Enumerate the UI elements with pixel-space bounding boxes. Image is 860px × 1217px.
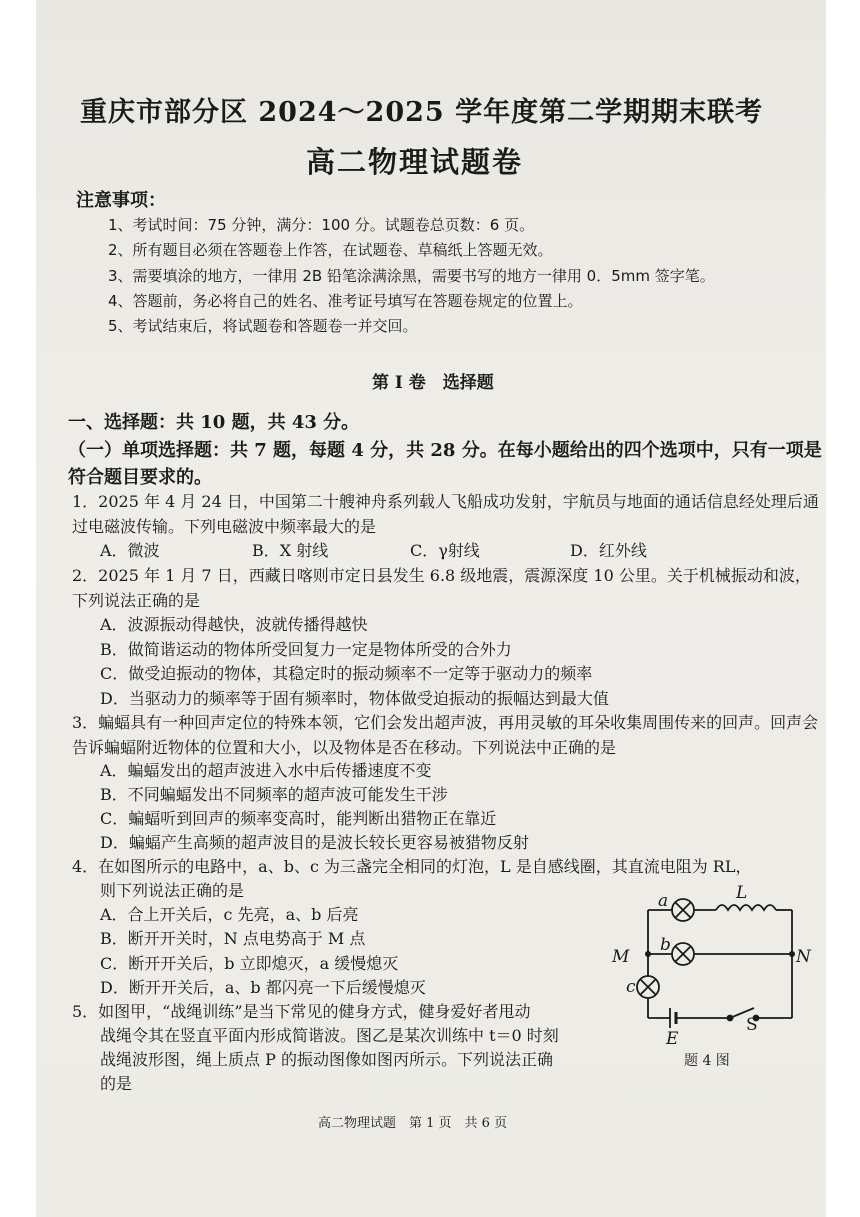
label-m: M — [612, 947, 630, 967]
notice-item: 5、考试结束后，将试题卷和答题卷一并交回。 — [108, 317, 418, 335]
question-2-stem: 2．2025 年 1 月 7 日，西藏日喀则市定日县发生 6.8 级地震，震源深度 10 公里。关于机械振动和波，下列说法正确的是 — [72, 566, 811, 610]
question-2-option-d: D．当驱动力的频率等于固有频率时，物体做受迫振动的振幅达到最大值 — [100, 689, 609, 708]
label-a: a — [658, 891, 669, 911]
node-n-dot — [789, 951, 795, 957]
exam-title: 重庆市部分区 2024～2025 学年度第二学期期末联考 — [80, 97, 764, 128]
question-2-option-a: A．波源振动得越快，波就传播得越快 — [100, 615, 368, 634]
label-s: S — [746, 1015, 758, 1035]
question-4-option-a: A．合上开关后，c 先亮，a、b 后亮 — [100, 905, 359, 924]
question-1-option-c: C．γ射线 — [410, 541, 480, 560]
question-3-option-a: A．蝙蝠发出的超声波进入水中后传播速度不变 — [100, 761, 432, 780]
circuit-diagram — [608, 884, 818, 1049]
question-4-option-c: C．断开开关后，b 立即熄灭，a 缓慢熄灭 — [100, 954, 399, 973]
question-4-option-b: B．断开开关时，N 点电势高于 M 点 — [100, 929, 366, 948]
part-heading: 一、选择题：共 10 题，共 43 分。 — [68, 412, 360, 433]
question-5-stem: 5．如图甲，“战绳训练”是当下常见的健身方式，健身爱好者甩动 — [72, 1002, 531, 1021]
question-3-option-b: B．不同蝙蝠发出不同频率的超声波可能发生干涉 — [100, 785, 448, 804]
label-c: c — [626, 977, 636, 997]
exam-subtitle: 高二物理试题卷 — [306, 145, 524, 179]
question-5-stem-cont: 战绳波形图，绳上质点 P 的振动图像如图丙所示。下列说法正确 — [100, 1050, 553, 1069]
figure-4-caption: 题 4 图 — [684, 1053, 730, 1069]
node-m-dot — [645, 951, 651, 957]
label-n: N — [796, 947, 811, 967]
question-4-stem-cont: 则下列说法正确的是 — [100, 881, 245, 900]
notice-item: 2、所有题目必须在答题卷上作答，在试题卷、草稿纸上答题无效。 — [108, 241, 553, 259]
question-4-option-d: D．断开开关后，a、b 都闪亮一下后缓慢熄灭 — [100, 978, 426, 997]
notice-heading: 注意事项： — [76, 190, 166, 211]
question-3-option-c: C．蝙蝠听到回声的频率变高时，能判断出猎物正在靠近 — [100, 809, 497, 828]
label-b: b — [660, 935, 671, 955]
notice-item: 3、需要填涂的地方，一律用 2B 铅笔涂满涂黑，需要书写的地方一律用 0．5mm 签字笔。 — [108, 267, 715, 285]
question-1-option-a: A．微波 — [100, 541, 160, 560]
inductor-icon — [716, 905, 776, 910]
question-2-option-c: C．做受迫振动的物体，其稳定时的振动频率不一定等于驱动力的频率 — [100, 664, 593, 683]
question-3-stem: 3．蝙蝠具有一种回声定位的特殊本领，它们会发出超声波，再用灵敏的耳朵收集周围传来的回声。回声会告诉蝙蝠附近物体的位置和大小，以及物体是否在移动。下列说法中正确的是 — [72, 713, 819, 757]
question-4-stem: 4．在如图所示的电路中，a、b、c 为三盏完全相同的灯泡，L 是自感线圈，其直流电阻为 RL， — [72, 857, 752, 876]
page-footer: 高二物理试题 第 1 页 共 6 页 — [318, 1116, 508, 1131]
notice-item: 4、答题前，务必将自己的姓名、准考证号填写在答题卷规定的位置上。 — [108, 292, 583, 310]
question-3-option-d: D．蝙蝠产生高频的超声波目的是波长较长更容易被猎物反射 — [100, 833, 529, 852]
section-title: 第 I 卷 选择题 — [372, 373, 494, 393]
question-2-option-b: B．做简谐运动的物体所受回复力一定是物体所受的合外力 — [100, 640, 512, 659]
subpart-instructions: （一）单项选择题：共 7 题，每题 4 分，共 28 分。在每小题给出的四个选项中，只有一项是符合题目要求的。 — [68, 440, 822, 488]
question-5-stem-cont: 的是 — [100, 1074, 133, 1093]
question-1-option-b: B．X 射线 — [252, 541, 329, 560]
label-l: L — [736, 884, 748, 903]
question-5-stem-cont: 战绳令其在竖直平面内形成简谐波。图乙是某次训练中 t＝0 时刻 — [100, 1026, 559, 1045]
question-1-option-d: D．红外线 — [570, 541, 647, 560]
label-e: E — [666, 1029, 679, 1049]
question-1-stem: 1．2025 年 4 月 24 日，中国第二十艘神舟系列载人飞船成功发射，宇航员与地面的通话信息经处理后通过电磁波传输。下列电磁波中频率最大的是 — [72, 492, 819, 536]
notice-item: 1、考试时间：75 分钟，满分：100 分。试题卷总页数：6 页。 — [108, 216, 535, 234]
